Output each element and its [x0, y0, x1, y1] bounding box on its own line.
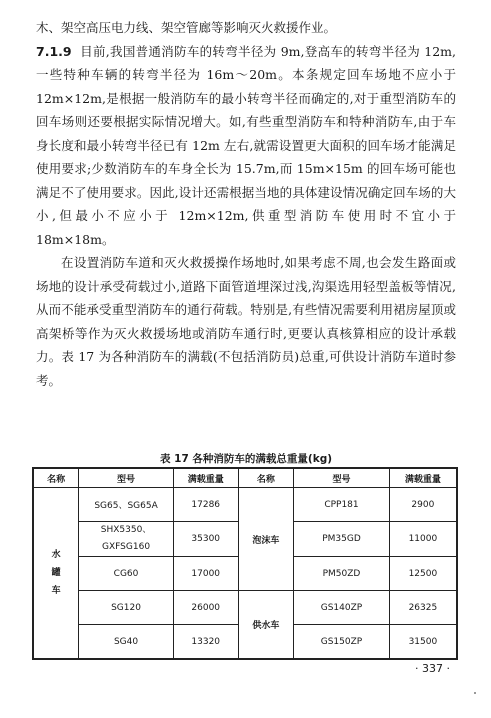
paragraph-continuation: 木、架空高压电力线、架空管廊等影响灭火救援作业。 [36, 20, 337, 35]
vehicle-weight-table [32, 467, 458, 660]
weight-cell: 2900 [389, 488, 457, 522]
paragraph-7-1-9 [36, 40, 456, 252]
header-name-left: 名称 [33, 468, 79, 488]
model-cell: PM50ZD [294, 557, 390, 591]
category-water-tanker: 水 罐 车 [33, 488, 79, 660]
model-cell: GS140ZP [294, 591, 390, 625]
weight-cell: 17286 [173, 488, 238, 522]
weight-cell: 13320 [173, 625, 238, 660]
model-cell: CG60 [79, 557, 174, 591]
table-row [33, 488, 457, 522]
model-cell: GS150ZP [294, 625, 390, 660]
weight-cell: 35300 [173, 522, 238, 557]
header-name-right: 名称 [238, 468, 294, 488]
weight-cell: 12500 [389, 557, 457, 591]
model-cell: SG65、SG65A [79, 488, 174, 522]
header-model-right: 型号 [294, 468, 390, 488]
table-row [33, 591, 457, 625]
weight-cell: 17000 [173, 557, 238, 591]
table-header-row [33, 468, 457, 488]
table-caption: 表 17 各种消防车的满载总重量(kg) [159, 453, 333, 465]
model-cell: SG40 [79, 625, 174, 660]
category-water-supply-truck: 供水车 [238, 591, 294, 660]
weight-cell: 31500 [389, 625, 457, 660]
page-number: · 337 · [415, 662, 450, 675]
header-model-left: 型号 [79, 468, 174, 488]
model-cell: SHX5350、 GXFSG160 [79, 522, 174, 557]
model-cell: SG120 [79, 591, 174, 625]
paragraph-7-1-9-text: 目前,我国普通消防车的转弯半径为 9m,登高车的转弯半径为 12m,一些特种车辆的转弯半径为 16m～20m。本条规定回车场地不应小于 12m×12m,是根据一般消防车的最小转弯半径而确定的,对于重型消防车的回车场则还要根据实际情况增大。如,有些重型消防车和特种消防车,由于车身长度和最小转弯半径已有 12m 左右,就需设置更大面积的回车场才能满足使用要求;少数消防车的车身全长为 15.7m,而 15m×15m 的回车场可能也满足不了使用要求。因此,设计还需根据当地的具体建设情况确定回车场的大小,但最小不应小于 12m×12m,供重型消防车使用时不宜小于 18m×18m。 [36, 43, 457, 247]
weight-cell: 11000 [389, 522, 457, 557]
model-cell: PM35GD [294, 522, 390, 557]
category-foam-truck: 泡沫车 [238, 488, 294, 591]
weight-cell: 26325 [389, 591, 457, 625]
header-weight-left: 满载重量 [173, 468, 238, 488]
model-cell: CPP181 [294, 488, 390, 522]
body-text [36, 16, 456, 392]
scan-speck [474, 692, 476, 694]
weight-cell: 26000 [173, 591, 238, 625]
header-weight-right: 满载重量 [389, 468, 457, 488]
section-number: 7.1.9 [36, 43, 72, 59]
paragraph-load: 在设置消防车道和灭火救援操作场地时,如果考虑不周,也会发生路面或场地的设计承受荷载过小,道路下面管道埋深过浅,沟渠选用轻型盖板等情况,从而不能承受重型消防车的通行荷载。特别是,有些情况需要利用裙房屋顶或高架桥等作为灭火救援场地或消防车通行时,更要认真核算相应的设计承载力。表 17 为各种消防车的满载(不包括消防员)总重,可供设计消防车道时参考。 [36, 255, 456, 388]
